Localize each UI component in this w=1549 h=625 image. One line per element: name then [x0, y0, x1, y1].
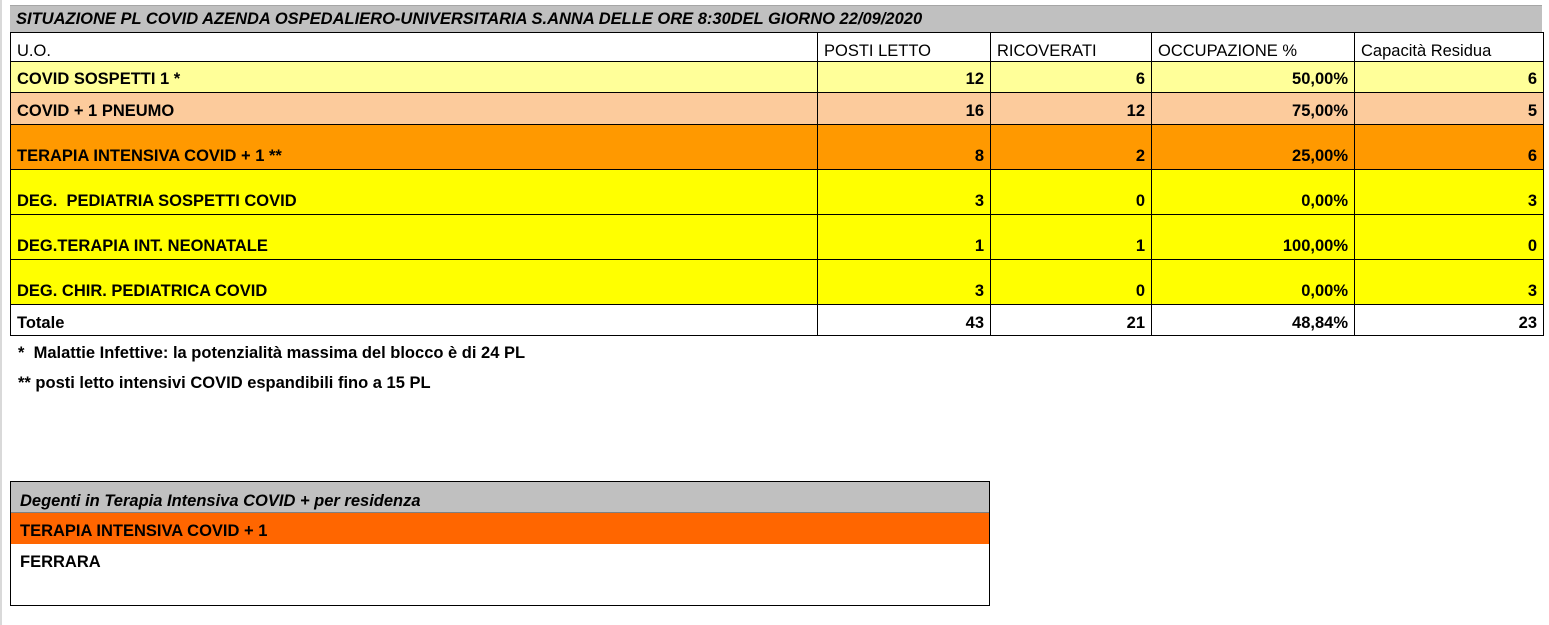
cell-uo: COVID + 1 PNEUMO: [11, 93, 818, 125]
table-row: [11, 125, 1544, 170]
residence-title: Degenti in Terapia Intensiva COVID + per residenza: [11, 482, 989, 513]
cell-ricoverati: 12: [991, 93, 1152, 125]
cell-occupazione: 0,00%: [1152, 260, 1355, 305]
cell-uo: TERAPIA INTENSIVA COVID + 1 **: [11, 125, 818, 170]
cell-uo: DEG. CHIR. PEDIATRICA COVID: [11, 260, 818, 305]
cell-totale-label: Totale: [11, 305, 818, 336]
cell-occupazione: 50,00%: [1152, 62, 1355, 93]
cell-ricoverati: 2: [991, 125, 1152, 170]
cell-occupazione: 25,00%: [1152, 125, 1355, 170]
cell-posti-letto: 12: [818, 62, 991, 93]
cell-occupazione: 0,00%: [1152, 170, 1355, 215]
cell-ricoverati: 1: [991, 215, 1152, 260]
cell-posti-letto: 1: [818, 215, 991, 260]
cell-occupazione: 100,00%: [1152, 215, 1355, 260]
cell-posti-letto: 8: [818, 125, 991, 170]
cell-ricoverati: 0: [991, 170, 1152, 215]
residence-table: [10, 481, 990, 606]
cell-uo: DEG.TERAPIA INT. NEONATALE: [11, 215, 818, 260]
cell-totale-occupazione: 48,84%: [1152, 305, 1355, 336]
col-header-posti-letto: POSTI LETTO: [818, 33, 991, 62]
cell-uo: DEG. PEDIATRIA SOSPETTI COVID: [11, 170, 818, 215]
beds-table: [10, 32, 1544, 336]
totals-row: [11, 305, 1544, 336]
cell-posti-letto: 3: [818, 260, 991, 305]
col-header-uo: U.O.: [11, 33, 818, 62]
table-row: [11, 260, 1544, 305]
table-row: [11, 215, 1544, 260]
col-header-occupazione: OCCUPAZIONE %: [1152, 33, 1355, 62]
left-border: [0, 0, 2, 625]
cell-capacita-residua: 0: [1355, 215, 1544, 260]
sheet-title: SITUAZIONE PL COVID AZENDA OSPEDALIERO-UNIVERSITARIA S.ANNA DELLE ORE 8:30DEL GIORNO 22/09/2020: [10, 5, 1542, 32]
cell-posti-letto: 16: [818, 93, 991, 125]
table-row: [11, 93, 1544, 125]
cell-capacita-residua: 5: [1355, 93, 1544, 125]
footnote-2: ** posti letto intensivi COVID espandibili fino a 15 PL: [18, 374, 431, 392]
table-header-row: [11, 33, 1544, 62]
cell-totale-capacita-residua: 23: [1355, 305, 1544, 336]
table-row: [11, 170, 1544, 215]
cell-capacita-residua: 6: [1355, 62, 1544, 93]
table-row: [11, 62, 1544, 93]
col-header-capacita-residua: Capacità Residua: [1355, 33, 1544, 62]
cell-occupazione: 75,00%: [1152, 93, 1355, 125]
footnotes: [18, 338, 525, 398]
residence-city: FERRARA: [20, 553, 101, 571]
cell-capacita-residua: 6: [1355, 125, 1544, 170]
cell-capacita-residua: 3: [1355, 170, 1544, 215]
cell-capacita-residua: 3: [1355, 260, 1544, 305]
cell-totale-ricoverati: 21: [991, 305, 1152, 336]
cell-uo: COVID SOSPETTI 1 *: [11, 62, 818, 93]
cell-ricoverati: 6: [991, 62, 1152, 93]
residence-subtitle: TERAPIA INTENSIVA COVID + 1: [11, 513, 989, 544]
cell-ricoverati: 0: [991, 260, 1152, 305]
footnote-1: * Malattie Infettive: la potenzialità massima del blocco è di 24 PL: [18, 344, 526, 362]
col-header-ricoverati: RICOVERATI: [991, 33, 1152, 62]
cell-totale-posti-letto: 43: [818, 305, 991, 336]
cell-posti-letto: 3: [818, 170, 991, 215]
